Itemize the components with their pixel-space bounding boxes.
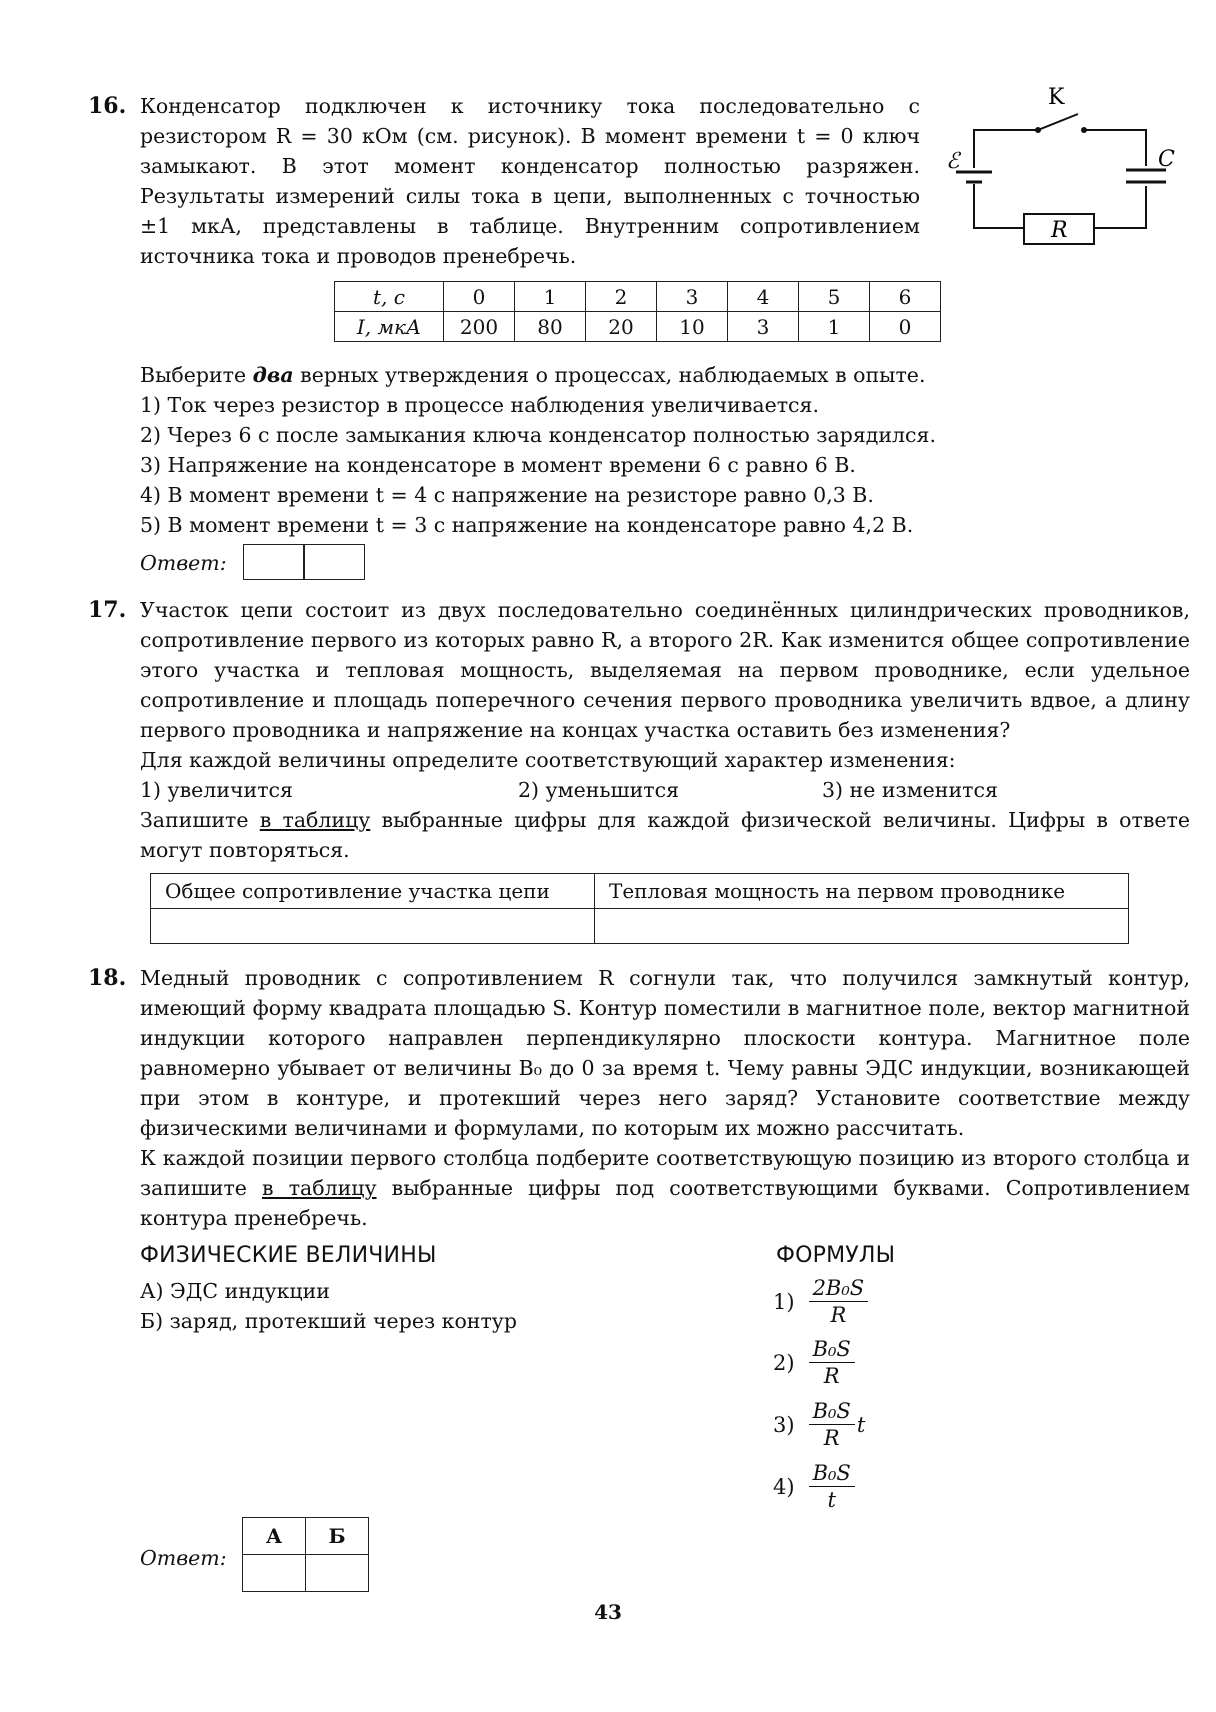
time-cell: 2 bbox=[586, 282, 657, 312]
current-cell: 10 bbox=[657, 312, 728, 342]
answer-cell[interactable] bbox=[303, 544, 365, 580]
time-cell: 5 bbox=[799, 282, 870, 312]
quantities-header: ФИЗИЧЕСКИЕ ВЕЛИЧИНЫ bbox=[140, 1243, 437, 1268]
instruction-part: К каждой позиции первого столбца подберите соответствующую позицию из второго столбца и запишите bbox=[140, 1146, 1190, 1200]
answer-table-18 bbox=[242, 1517, 369, 1592]
capacitor-label: C bbox=[1158, 147, 1175, 172]
note-part: Запишите bbox=[140, 808, 260, 832]
option-5: 5) В момент времени t = 3 с напряжение на конденсаторе равно 4,2 В. bbox=[140, 513, 914, 537]
formula-label: 4) bbox=[773, 1474, 795, 1499]
page-number: 43 bbox=[594, 1600, 622, 1624]
fraction bbox=[809, 1336, 855, 1389]
prompt-part: Выберите bbox=[140, 363, 253, 387]
numerator: B₀S bbox=[809, 1398, 855, 1425]
current-header: I, мкА bbox=[335, 312, 444, 342]
fraction bbox=[809, 1460, 855, 1513]
current-cell: 200 bbox=[444, 312, 515, 342]
question-18-text: Медный проводник с сопротивлением R согнули так, что получился замкнутый контур, имеющий форму квадрата площадью S. Контур поместили в магнитное поле, вектор магнитной индукции которого направлен перпендикулярно плоскости контура. Магнитное поле равномерно убывает от величины B₀ до 0 за время t. Чему равны ЭДС индукции, возникающей при этом в контуре, и протекший через него заряд? Установите соответствие между физическими величинами и формулами, по которым их можно рассчитать. bbox=[140, 966, 1190, 1140]
answer-label-18: Ответ: bbox=[140, 1546, 227, 1570]
option-3: 3) Напряжение на конденсаторе в момент времени 6 с равно 6 В. bbox=[140, 453, 856, 477]
option-1: 1) Ток через резистор в процессе наблюдения увеличивается. bbox=[140, 393, 819, 417]
numerator: 2B₀S bbox=[809, 1275, 869, 1302]
table-row bbox=[243, 1555, 369, 1592]
current-cell: 1 bbox=[799, 312, 870, 342]
fraction bbox=[809, 1275, 869, 1328]
formulas-header: ФОРМУЛЫ bbox=[776, 1243, 896, 1268]
instruction-underlined: в таблицу bbox=[262, 1176, 377, 1200]
table-row bbox=[243, 1518, 369, 1555]
prompt-emphasis: два bbox=[252, 363, 294, 387]
question-16-text: Конденсатор подключен к источнику тока последовательно с резистором R = 30 кОм (см. рисунок). В момент времени t = 0 ключ замыкают. В этот момент конденсатор полностью разряжен. Результаты измерений силы тока в цепи, выполненных с точностью ±1 мкА, представлены в таблице. Внутренним сопротивлением источника тока и проводов пренебречь. bbox=[140, 94, 920, 268]
question-18-instruction bbox=[140, 1143, 1190, 1233]
formula-1 bbox=[773, 1275, 868, 1328]
choice-3: 3) не изменится bbox=[822, 778, 998, 802]
numerator: B₀S bbox=[809, 1460, 855, 1487]
time-cell: 0 bbox=[444, 282, 515, 312]
formula-2 bbox=[773, 1336, 855, 1389]
formula-label: 3) bbox=[773, 1412, 795, 1437]
numerator: B₀S bbox=[809, 1336, 855, 1363]
question-16-number: 16. bbox=[88, 93, 127, 119]
table-row-time bbox=[335, 282, 941, 312]
time-cell: 1 bbox=[515, 282, 586, 312]
question-17-number: 17. bbox=[88, 597, 127, 623]
resistor-label: R bbox=[1051, 218, 1068, 243]
prompt-part: верных утверждения о процессах, наблюдаемых в опыте. bbox=[293, 363, 926, 387]
table-row bbox=[151, 909, 1129, 944]
current-cell: 80 bbox=[515, 312, 586, 342]
circuit-diagram bbox=[938, 84, 1188, 254]
denominator: t bbox=[827, 1488, 836, 1512]
time-header: t, с bbox=[335, 282, 444, 312]
answer-cell-a[interactable] bbox=[243, 1555, 306, 1592]
current-cell: 0 bbox=[870, 312, 941, 342]
table-row-current bbox=[335, 312, 941, 342]
denominator: R bbox=[823, 1364, 840, 1388]
choice-2: 2) уменьшится bbox=[518, 778, 679, 802]
question-17-text: Участок цепи состоит из двух последовательно соединённых цилиндрических проводников, сопротивление первого из которых равно R, а второго 2R. Как изменится общее сопротивление этого участка и тепловая мощность, выделяемая на первом проводнике, если удельное сопротивление и площадь поперечного сечения первого проводника увеличить вдвое, а длину первого проводника и напряжение на концах участка оставить без изменения? bbox=[140, 598, 1190, 742]
question-17-note bbox=[140, 805, 1190, 865]
answer-boxes-16[interactable] bbox=[244, 544, 365, 580]
answer-label-16: Ответ: bbox=[140, 551, 227, 575]
instruction-part: выбранные цифры под соответствующими буквами. Сопротивлением контура пренебречь. bbox=[140, 1176, 1190, 1230]
formula-label: 2) bbox=[773, 1350, 795, 1375]
question-17-instruction: Для каждой величины определите соответствующий характер изменения: bbox=[140, 748, 956, 772]
time-cell: 3 bbox=[657, 282, 728, 312]
denominator: R bbox=[830, 1303, 847, 1327]
table-row bbox=[151, 874, 1129, 909]
answer-table-17 bbox=[150, 873, 1129, 944]
formula-suffix: t bbox=[856, 1412, 866, 1437]
note-part: выбранные цифры для каждой физической величины. Цифры в ответе могут повторяться. bbox=[140, 808, 1190, 862]
time-cell: 6 bbox=[870, 282, 941, 312]
answer-cell-b[interactable] bbox=[306, 1555, 369, 1592]
option-4: 4) В момент времени t = 4 с напряжение на резисторе равно 0,3 В. bbox=[140, 483, 874, 507]
formula-3 bbox=[773, 1398, 865, 1451]
column-b-header: Б bbox=[306, 1518, 369, 1555]
column-a-header: А bbox=[243, 1518, 306, 1555]
question-16-prompt bbox=[140, 360, 925, 390]
answer-cell[interactable] bbox=[243, 544, 305, 580]
current-cell: 3 bbox=[728, 312, 799, 342]
measurement-table bbox=[334, 281, 941, 342]
column-header-power: Тепловая мощность на первом проводнике bbox=[595, 874, 1129, 909]
note-underlined: в таблицу bbox=[259, 808, 371, 832]
current-cell: 20 bbox=[586, 312, 657, 342]
quantity-a: А) ЭДС индукции bbox=[140, 1279, 330, 1303]
option-2: 2) Через 6 с после замыкания ключа конденсатор полностью зарядился. bbox=[140, 423, 936, 447]
time-cell: 4 bbox=[728, 282, 799, 312]
emf-label: ℰ bbox=[946, 149, 960, 174]
switch-label: K bbox=[1048, 85, 1065, 110]
answer-cell-resistance[interactable] bbox=[151, 909, 595, 944]
denominator: R bbox=[823, 1426, 840, 1450]
fraction bbox=[809, 1398, 855, 1451]
formula-label: 1) bbox=[773, 1289, 795, 1314]
answer-cell-power[interactable] bbox=[595, 909, 1129, 944]
question-18-number: 18. bbox=[88, 965, 127, 991]
choice-1: 1) увеличится bbox=[140, 778, 293, 802]
quantity-b: Б) заряд, протекший через контур bbox=[140, 1309, 517, 1333]
column-header-resistance: Общее сопротивление участка цепи bbox=[151, 874, 595, 909]
formula-4 bbox=[773, 1460, 855, 1513]
